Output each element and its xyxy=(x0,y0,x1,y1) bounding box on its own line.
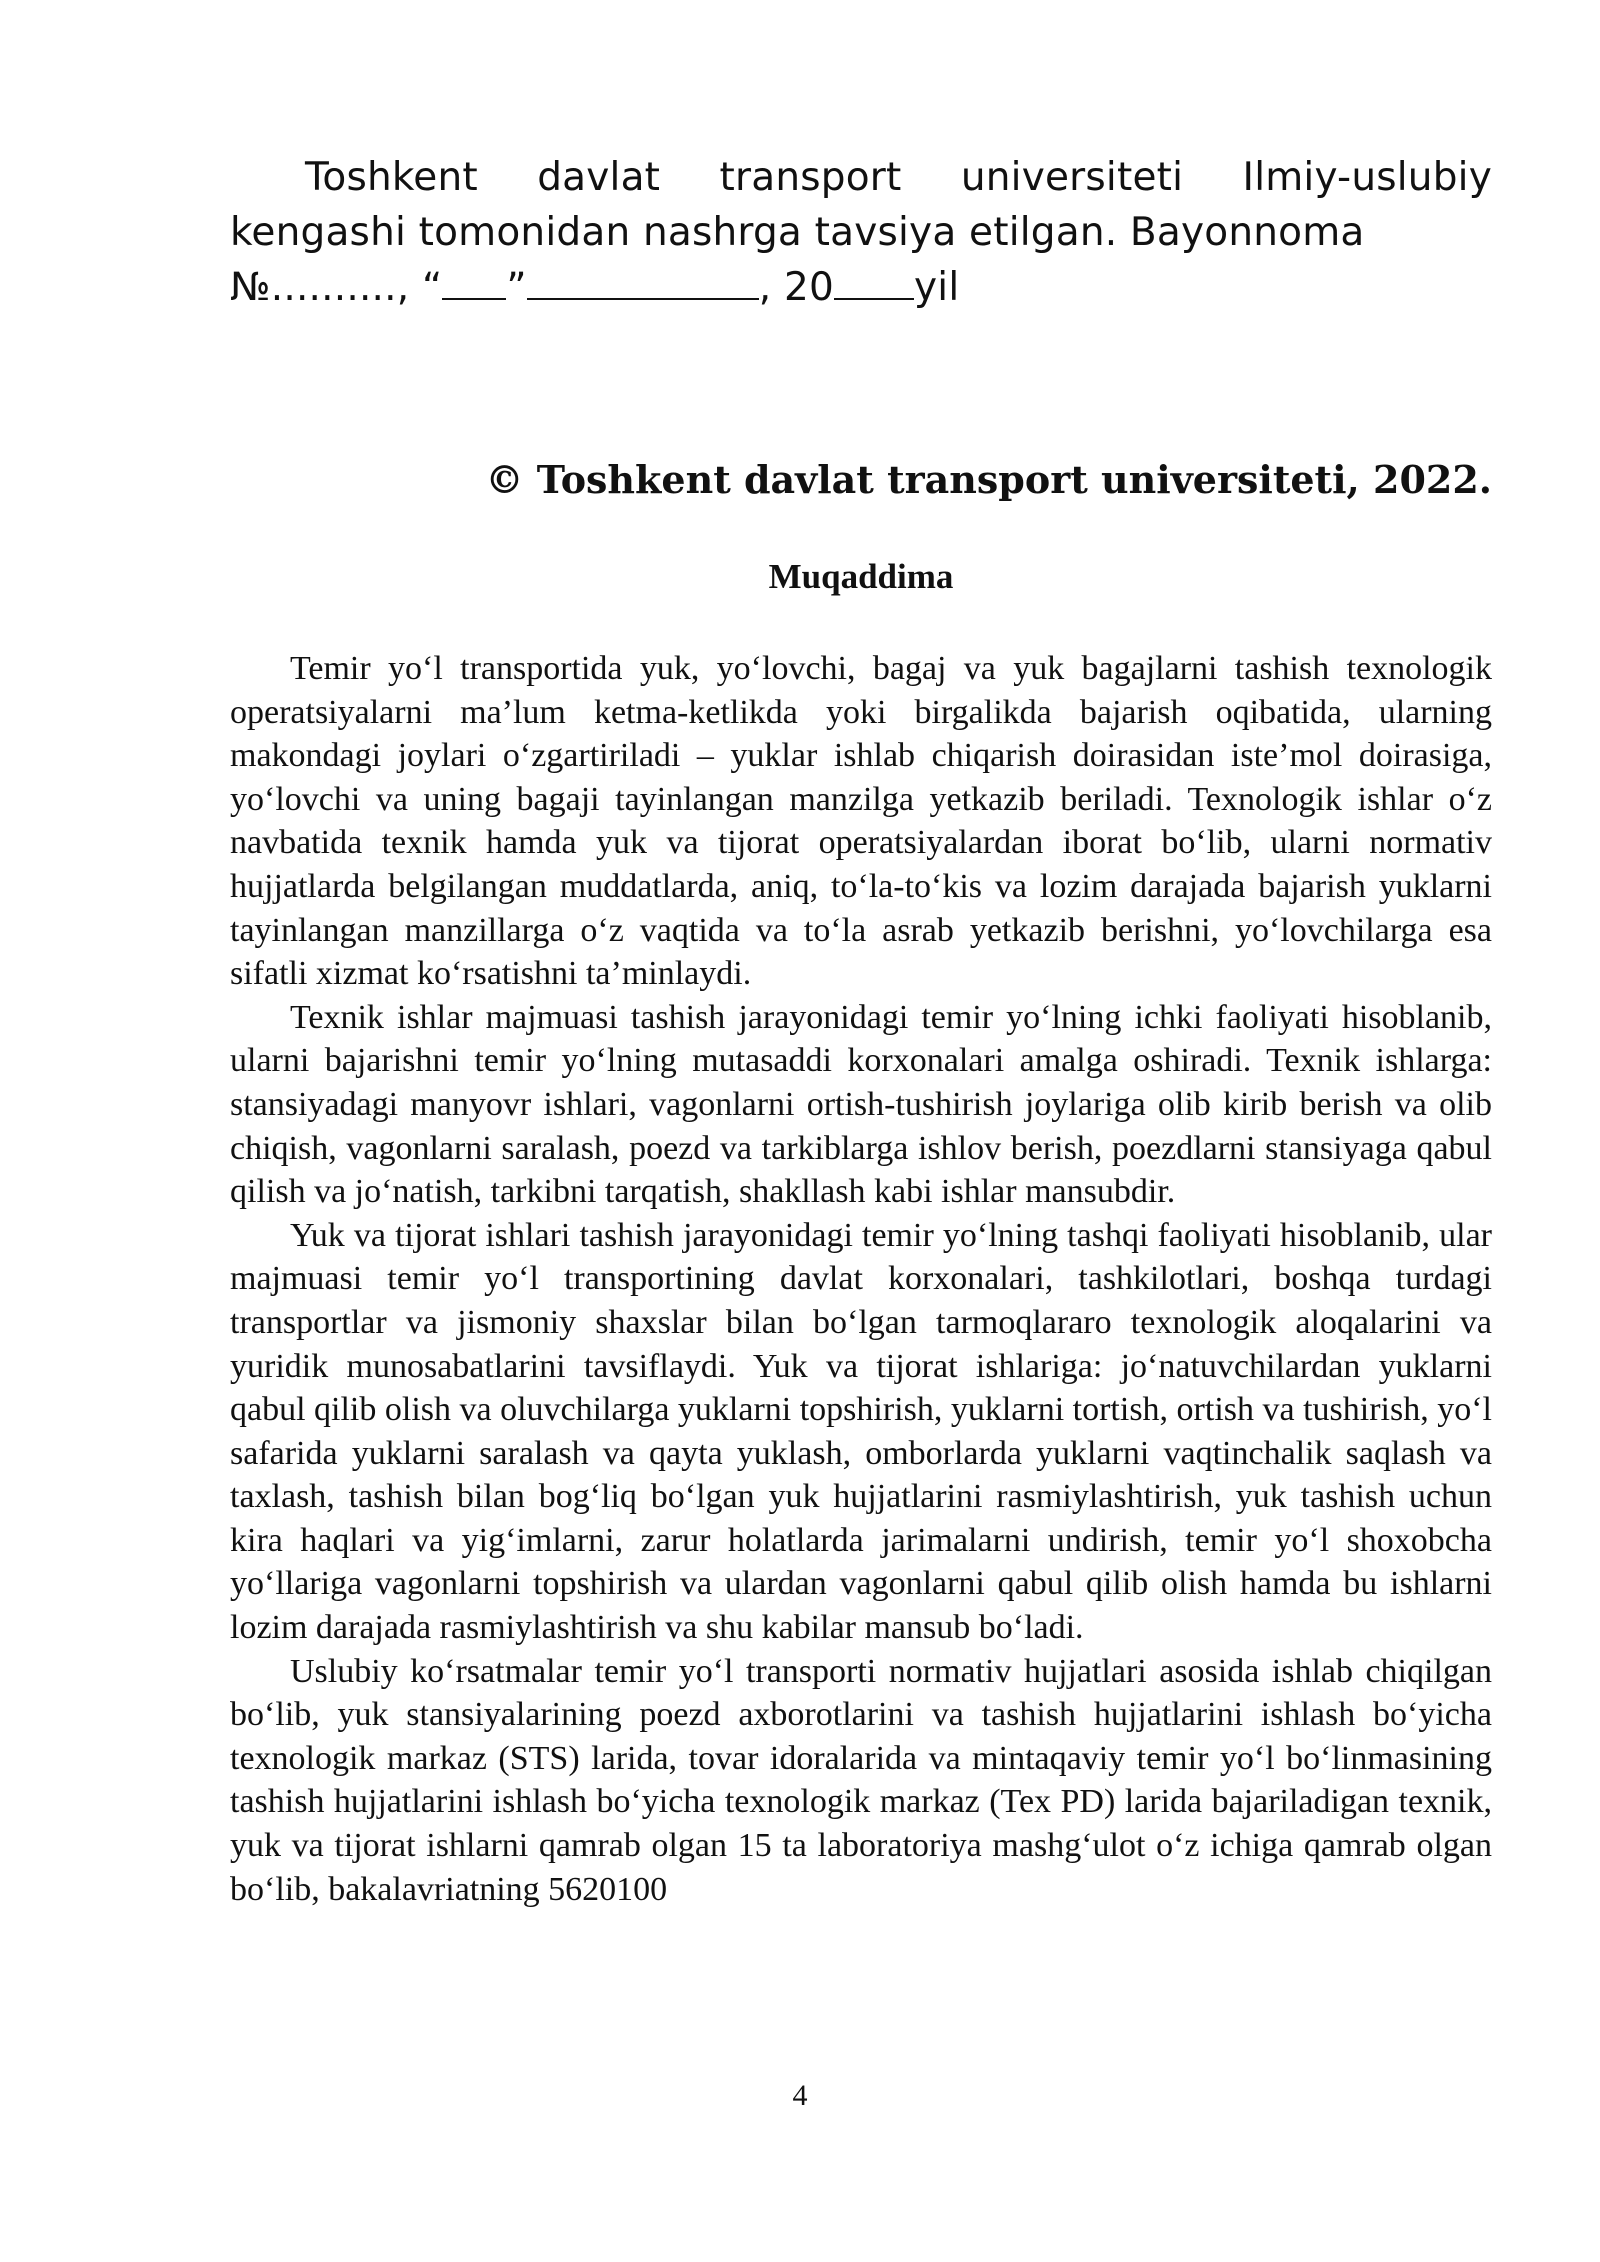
copyright-notice: © Toshkent davlat transport universiteti, 2022. xyxy=(485,457,1492,502)
approval-note xyxy=(230,150,1492,315)
day-blank xyxy=(442,262,506,300)
quote-close: ” xyxy=(506,265,527,310)
paragraph: Uslubiy ko‘rsatmalar temir yo‘l transporti normativ hujjatlari asosida ishlab chiqilgan bo‘lib, yuk stansiyalarining poezd axborotlarini va tashish hujjatlarini ishlash bo‘yicha texnologik markaz (STS) larida, tovar idoralarida va mintaqaviy temir yo‘l bo‘linmasining tashish hujjatlarini ishlash bo‘yicha texnologik markaz (Tex PD) larida bajariladigan texnik, yuk va tijorat ishlarni qamrab olgan 15 ta laboratoriya mashg‘ulot o‘z ichiga qamrab olgan bo‘lib, bakalavriatning 5620100 xyxy=(230,1652,1492,1908)
page-number: 4 xyxy=(792,2079,808,2112)
year-prefix: , 20 xyxy=(758,265,834,310)
paragraph: Yuk va tijorat ishlari tashish jarayonidagi temir yo‘lning tashqi faoliyati hisoblanib, ular majmuasi temir yo‘l transportining davlat korxonalari, tashkilotlari, boshqa turdagi transportlar va jismoniy shaxslar bilan bo‘lgan tarmoqlararo texnologik aloqalarini va yuridik munosabatlarini tavsiflaydi. Yuk va tijorat ishlariga: jo‘natuvchilardan yuklarni qabul qilib olish va oluvchilarga yuklarni topshirish, yuklarni tortish, ortish va tushirish, yo‘l safarida yuklarni saralash va qayta yuklash, omborlarda yuklarni vaqtinchalik saqlash va taxlash, tashish bilan bog‘liq bo‘lgan yuk hujjatlarini rasmiylashtirish, yuk tashish uchun kira haqlari va yig‘imlarni, zarur holatlarda jarimalarni undirish, temir yo‘l shoxobcha yo‘llariga vagonlarni topshirish va ulardan vagonlarni qabul qilib olish hamda bu ishlarni lozim darajada rasmiylashtirish va shu kabilar mansub bo‘ladi. xyxy=(230,1216,1492,1647)
year-suffix: yil xyxy=(914,265,960,310)
paragraph: Temir yo‘l transportida yuk, yo‘lovchi, bagaj va yuk bagajlarni tashish texnologik operatsiyalarni ma’lum ketma-ketlikda yoki birgalikda bajarish oqibatida, ularning makondagi joylari o‘zgartiriladi – yuklar ishlab chiqarish doirasidan iste’mol doirasiga, yo‘lovchi va uning bagaji tayinlangan manzilga yetkazib beriladi. Texnologik ishlar o‘z navbatida texnik hamda yuk va tijorat operatsiyalardan iborat bo‘lib, ularni normativ hujjatlarda belgilangan muddatlarda, aniq, to‘la-to‘kis va lozim darajada bajarish yuklarni tayinlangan manzillarga o‘z vaqtida va to‘la asrab yetkazib berishni, yo‘lovchilarga esa sifatli xizmat ko‘rsatishni ta’minlaydi. xyxy=(230,650,1492,993)
paragraph: Texnik ishlar majmuasi tashish jarayonidagi temir yo‘lning ichki faoliyati hisoblanib, ularni bajarishni temir yo‘lning mutasaddi korxonalari amalga oshiradi. Texnik ishlarga: stansiyadagi manyovr ishlari, vagonlarni ortish-tushirish joylariga olib kirib berish va olib chiqish, vagonlarni saralash, poezd va tarkiblarga ishlov berish, poezdlarni stansiyaga qabul qilish va jo‘natish, tarkibni tarqatish, shakllash kabi ishlar mansubdir. xyxy=(230,998,1492,1211)
approval-record-line xyxy=(230,260,1492,315)
document-page xyxy=(230,150,1492,2210)
approval-text: Toshkent davlat transport universiteti Ilmiy-uslubiy kengashi tomonidan nashrga tavsiya etilgan. Bayonnoma xyxy=(230,155,1492,255)
quote-open: “ xyxy=(421,265,443,310)
month-blank xyxy=(527,262,759,300)
body-text xyxy=(230,647,1492,1911)
section-heading: Muqaddima xyxy=(768,557,954,596)
record-number: №.........., xyxy=(230,265,410,310)
year-blank xyxy=(834,262,914,300)
